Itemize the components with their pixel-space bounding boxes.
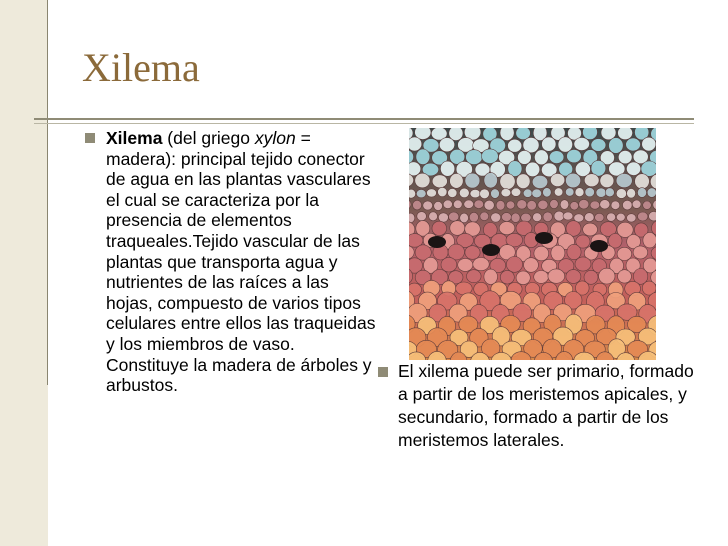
term-xylon: xylon: [254, 128, 296, 148]
xylem-micrograph-image: [409, 128, 656, 360]
definition-text: = madera): principal tejido conector de agua en las plantas vasculares el cual se caracteriza por la presencia de elementos traqueales.Tejido vascular de las plantas que transporta agua y nutrientes de las raíces a las hojas, compuesto de varios tipos celulares entre ellos las traqueidas y los miembros de vaso. Constituye la madera de árboles y arbustos.: [106, 128, 376, 396]
etymology-prefix: (del griego: [162, 128, 255, 148]
title-rule-secondary: [34, 123, 694, 124]
decorative-side-band: [0, 0, 48, 546]
bullet-square-icon: [378, 367, 388, 377]
side-band-divider: [47, 0, 48, 385]
bullet-square-icon: [85, 133, 95, 143]
title-rule: [34, 118, 694, 120]
term-xilema: Xilema: [106, 128, 163, 148]
bullet-text-primario-secundario: El xilema puede ser primario, formado a partir de los meristemos apicales, y secundario, formado a partir de los meristemos laterales.: [398, 361, 694, 450]
slide-title: Xilema: [82, 45, 200, 90]
bullet-text-xilema: [106, 128, 378, 396]
